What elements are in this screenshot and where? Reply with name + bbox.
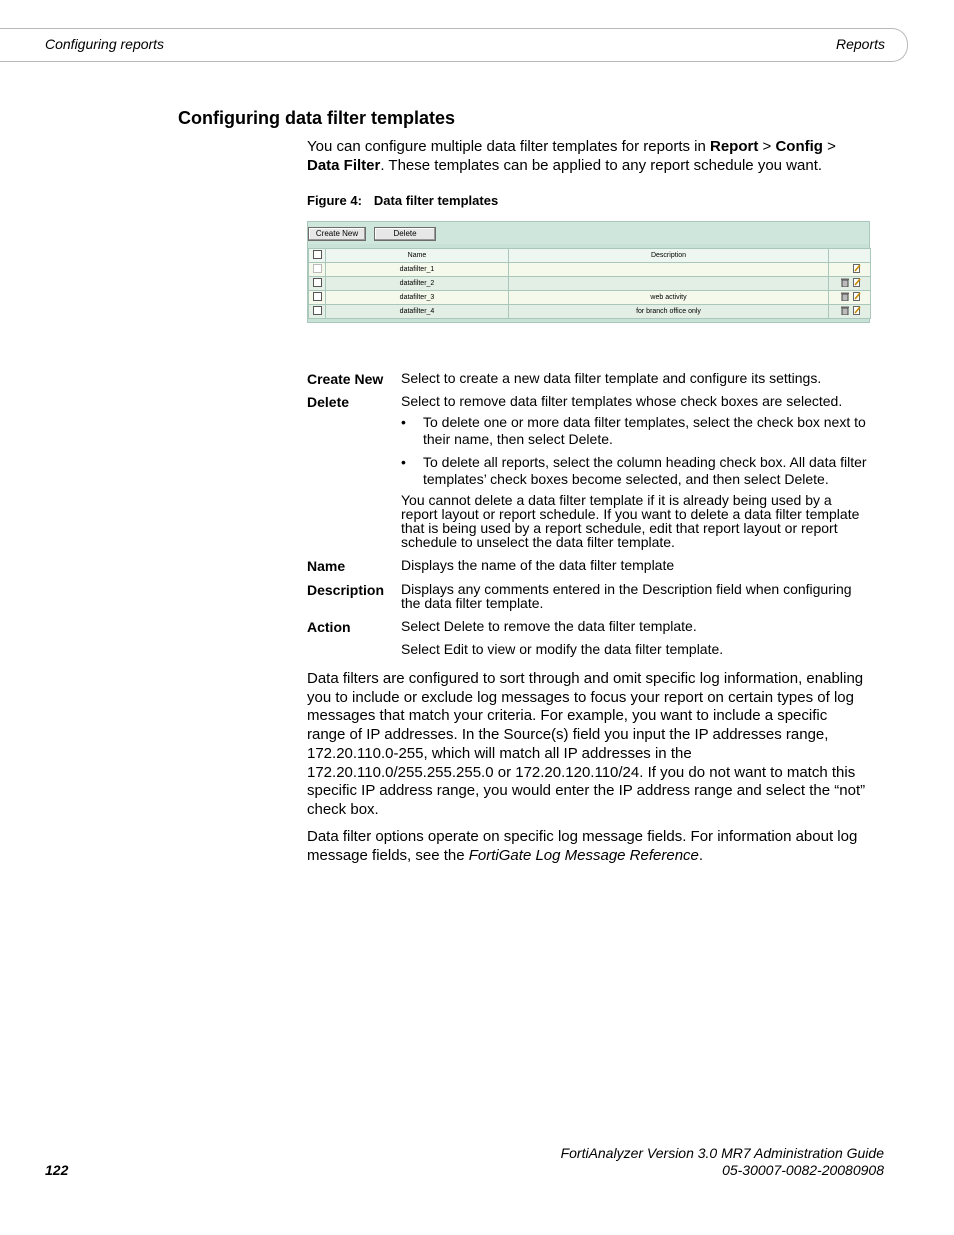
term-delete: Delete [307,394,350,410]
log-reference-title: FortiGate Log Message Reference [468,846,699,864]
menu-config: Config [775,138,823,155]
desc-action-2: Select Edit to view or modify the data filter template. [401,641,724,657]
intro-paragraph [307,138,867,175]
delete-button[interactable]: Delete [374,227,436,241]
data-filter-screenshot [307,221,870,323]
edit-icon[interactable] [853,278,861,287]
body-paragraph-2-text: Data filter options operate on specific log message fields. For information about log message fields, see the [307,828,858,864]
intro-sep-1: > [758,138,776,155]
create-new-button[interactable]: Create New [308,227,366,241]
row-name: datafilter_4 [326,305,509,319]
edit-icon[interactable] [853,264,861,273]
row-name: datafilter_2 [326,277,509,291]
edit-icon[interactable] [853,292,861,301]
delete-bullet-2-text: To delete all reports, select the column heading check box. All data filter templates’ check boxes become selected, and then select Delete. [423,454,867,487]
table-row [309,305,871,319]
trash-icon[interactable] [841,278,849,287]
header-section: Configuring reports [45,36,165,52]
row-checkbox[interactable] [313,264,322,273]
edit-icon[interactable] [853,306,861,315]
delete-note: You cannot delete a data filter template if it is already being used by a report layout or report schedule. If you want to delete a data filter template that is being used by a report schedule, edit that report layout or report schedule to unselect the data filter template. [401,492,860,550]
term-name: Name [307,558,346,574]
select-all-checkbox[interactable] [313,250,322,259]
bullet-icon: • [401,454,406,470]
row-checkbox[interactable] [313,292,322,301]
column-header-name: Name [326,249,509,263]
column-header-action [829,249,871,263]
row-checkbox[interactable] [313,278,322,287]
table-header-row [309,249,871,263]
table-row [309,277,871,291]
body-paragraph-2 [307,828,867,865]
figure-number: Figure 4: [307,193,362,208]
toolbar [308,222,869,244]
delete-bullet-1-text: To delete one or more data filter templates, select the check box next to their name, then select Delete. [423,414,866,447]
intro-sep-2: > [822,138,836,155]
desc-create-new: Select to create a new data filter template and configure its settings. [401,370,822,386]
desc-name: Displays the name of the data filter template [401,557,675,573]
term-action: Action [307,619,351,635]
row-description: web activity [509,291,829,305]
menu-report: Report [710,138,759,155]
row-description [509,277,829,291]
guide-title: FortiAnalyzer Version 3.0 MR7 Administration Guide [560,1145,884,1161]
table-row [309,291,871,305]
row-name: datafilter_1 [326,263,509,277]
menu-data-filter: Data Filter [307,156,381,174]
body-paragraph-1: Data filters are configured to sort through and omit specific log information, enabling you to include or exclude log messages to focus your report on certain types of log messages that match your criteria. For example, you want to include a specific range of IP addresses. In the Source(s) field you input the IP addresses range, 172.20.110.0-255, which will match all IP addresses in the 172.20.110.0/255.255.255.0 or 172.20.120.110/24. If you do not want to match this specific IP address range, you would enter the IP address range and select the “not” check box. [307,670,866,818]
intro-text-2: . These templates can be applied to any report schedule you want. [380,156,823,174]
data-filter-table [308,248,871,319]
bullet-icon: • [401,414,406,430]
row-name: datafilter_3 [326,291,509,305]
intro-text-1: You can configure multiple data filter templates for reports in [307,138,710,155]
row-checkbox[interactable] [313,306,322,315]
desc-action-1: Select Delete to remove the data filter template. [401,618,697,634]
row-description: for branch office only [509,305,829,319]
table-row [309,263,871,277]
trash-icon[interactable] [841,306,849,315]
column-header-description: Description [509,249,829,263]
body-paragraph-2-end: . [698,846,704,864]
term-description: Description [307,582,385,598]
figure-caption [307,193,498,208]
desc-description: Displays any comments entered in the Description field when configuring the data filter template. [401,581,852,611]
row-description [509,263,829,277]
document-number: 05-30007-0082-20080908 [722,1162,884,1178]
term-create-new: Create New [307,371,384,387]
page-number: 122 [45,1162,69,1178]
desc-delete: Select to remove data filter templates whose check boxes are selected. [401,393,843,409]
fortinet-logo [44,940,68,1126]
select-all-cell [309,249,326,263]
section-title: Configuring data filter templates [178,108,456,128]
header-chapter: Reports [835,36,885,52]
trash-icon[interactable] [841,292,849,301]
figure-title: Data filter templates [373,193,499,208]
